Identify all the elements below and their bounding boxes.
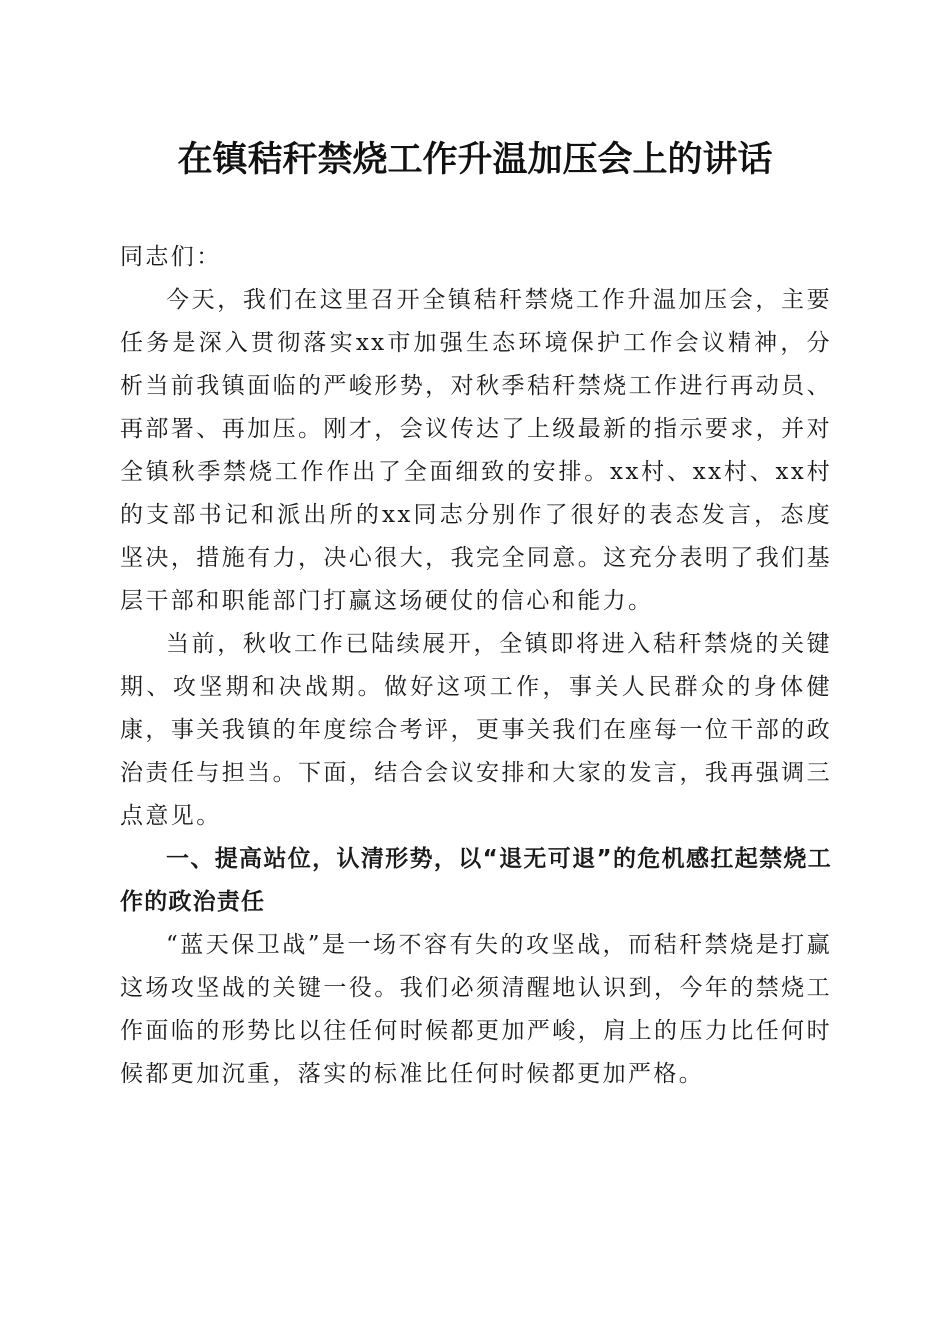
paragraph-section-1: “蓝天保卫战”是一场不容有失的攻坚战，而秸秆禁烧是打赢这场攻坚战的关键一役。我们必须清醒地认识到，今年的禁烧工作面临的形势比以往任何时候都更加严峻，肩上的压力比任何时候都更加沉重，落实的标准比任何时候都更加严格。	[120, 932, 832, 1087]
document-body	[120, 236, 832, 1096]
paragraph-current-situation: 当前，秋收工作已陆续展开，全镇即将进入秸秆禁烧的关键期、攻坚期和决战期。做好这项工作，事关人民群众的身体健康，事关我镇的年度综合考评，更事关我们在座每一位干部的政治责任与担当。下面，结合会议安排和大家的发言，我再强调三点意见。	[120, 631, 832, 829]
paragraph-opening: 今天，我们在这里召开全镇秸秆禁烧工作升温加压会，主要任务是深入贯彻落实xx市加强生态环境保护工作会议精神，分析当前我镇面临的严峻形势，对秋季秸秆禁烧工作进行再动员、再部署、再加压。刚才，会议传达了上级最新的指示要求，并对全镇秋季禁烧工作作出了全面细致的安排。xx村、xx村、xx村的支部书记和派出所的xx同志分别作了很好的表态发言，态度坚决，措施有力，决心很大，我完全同意。这充分表明了我们基层干部和职能部门打赢这场硬仗的信心和能力。	[120, 287, 832, 614]
salutation: 同志们：	[120, 244, 222, 270]
section-heading-1: 一、提高站位，认清形势，以“退无可退”的危机感扛起禁烧工作的政治责任	[120, 846, 832, 915]
document-title: 在镇秸秆禁烧工作升温加压会上的讲话	[177, 139, 773, 180]
